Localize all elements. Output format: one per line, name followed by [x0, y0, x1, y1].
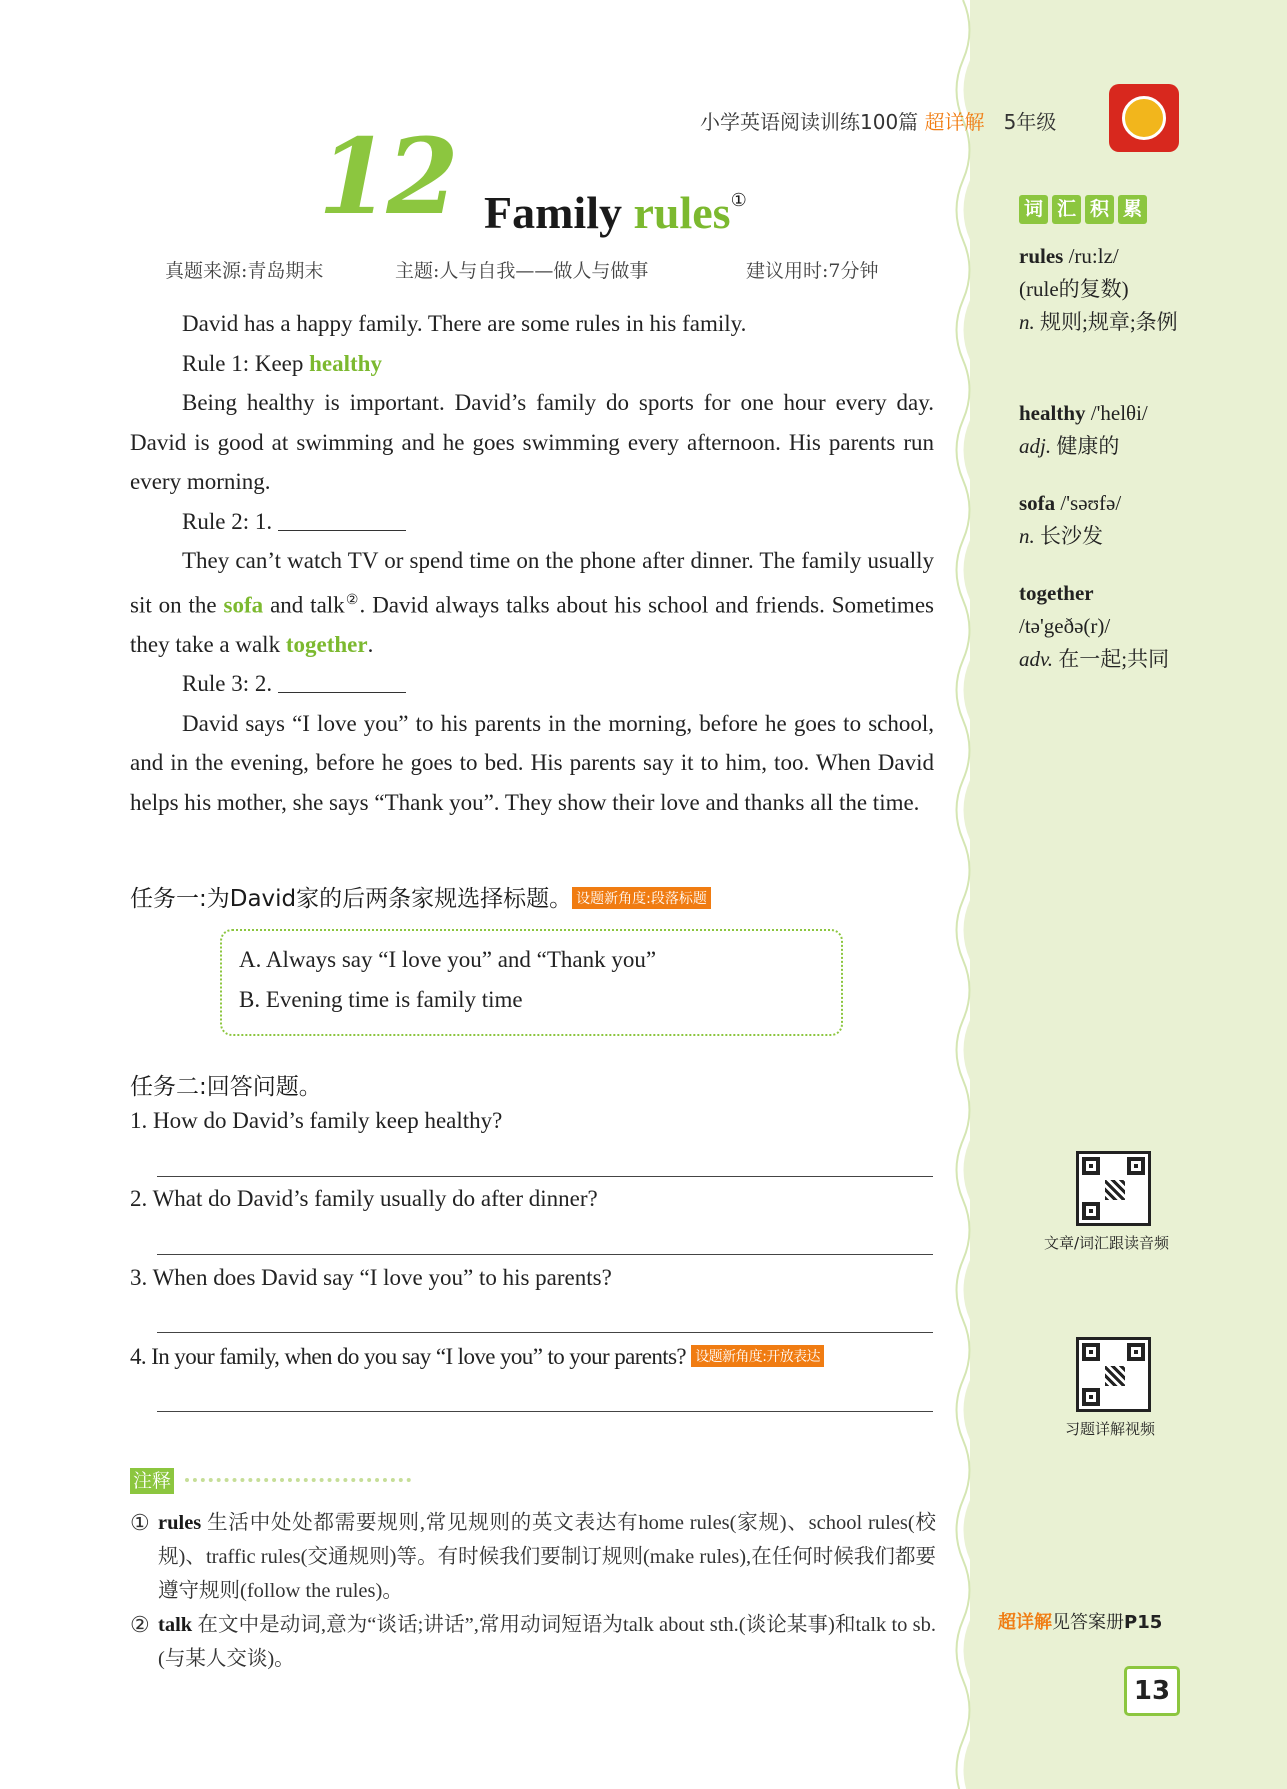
task-1-text: 任务一:为David家的后两条家规选择标题。: [130, 886, 573, 912]
lesson-number: 12: [318, 115, 455, 238]
qr-audio-caption: 文章/词汇跟读音频: [1044, 1234, 1170, 1252]
p5-c: . David always talks about his school and friends. Sometimes they take a walk: [130, 592, 934, 657]
vocab-word: rules: [1019, 244, 1064, 268]
vocab-item-together: [1019, 577, 1189, 676]
vocab-item-sofa: [1019, 487, 1189, 553]
keyword-together: together: [285, 631, 368, 657]
vocab-meaning: 在一起;共同: [1053, 647, 1170, 671]
blank-1[interactable]: [278, 511, 406, 531]
vocab-item-healthy: [1019, 397, 1189, 463]
answer-ref-page: P15: [1124, 1612, 1163, 1633]
paragraph-1: David has a happy family. There are some rules in his family.: [182, 311, 747, 336]
vocab-word: together: [1019, 581, 1094, 605]
vocab-title-char: 积: [1085, 195, 1114, 224]
question-2: 2. What do David’s family usually do after dinner?: [130, 1186, 598, 1211]
p5-d: .: [367, 631, 374, 657]
note-2-mark: ②: [344, 592, 360, 608]
vocab-word: sofa: [1019, 491, 1056, 515]
task-1-title: [130, 880, 711, 913]
note-2-text: 在文中是动词,意为“谈话;讲话”,常用动词短语为talk about sth.(谈论某事)和talk to sb.(与某人交谈)。: [158, 1614, 936, 1670]
grade: 5年级: [1003, 110, 1057, 134]
publisher-logo: [1109, 84, 1179, 152]
time-label: 建议用时:7分钟: [746, 260, 879, 282]
options-box: [220, 929, 843, 1036]
vocab-pos: adv.: [1019, 647, 1054, 671]
question-1: 1. How do David’s family keep healthy?: [130, 1108, 503, 1133]
book-header: [700, 106, 1100, 135]
answer-ref-text: 见答案册: [1052, 1612, 1124, 1633]
keyword-healthy: healthy: [309, 350, 382, 376]
rule-2-heading: [130, 502, 934, 542]
question-4-tag: 设题新角度:开放表达: [691, 1345, 824, 1367]
vocab-pos: n.: [1019, 310, 1035, 334]
book-accent: 超详解: [924, 110, 985, 134]
vocab-title-char: 词: [1019, 195, 1048, 224]
p5-a: They can’t watch TV or spend time on the phone after dinner. The family usually sit on the: [130, 548, 934, 618]
vocab-meaning: 长沙发: [1034, 524, 1103, 548]
lesson-title: [484, 186, 747, 239]
task-1-tag: 设题新角度:段落标题: [572, 887, 711, 909]
paragraph-5: [130, 541, 934, 664]
question-3: 3. When does David say “I love you” to his parents?: [130, 1265, 612, 1290]
keyword-sofa: sofa: [223, 592, 264, 618]
answer-ref-accent: 超详解: [998, 1612, 1052, 1633]
rule-3-heading: [130, 664, 934, 704]
vocab-title: [1019, 195, 1147, 224]
vocab-item-rules: [1019, 240, 1189, 339]
p5-b: and talk: [263, 592, 345, 618]
task-2-title: 任务二:回答问题。: [130, 1074, 322, 1100]
rule-3-text: Rule 3: 2.: [182, 671, 273, 697]
vocab-meaning: 健康的: [1051, 434, 1120, 458]
vocab-pos: adj.: [1019, 434, 1052, 458]
note-1-word: rules: [158, 1512, 202, 1534]
vocab-title-char: 汇: [1052, 195, 1081, 224]
note-2-word: talk: [158, 1614, 193, 1636]
note-1-number: ①: [130, 1510, 150, 1535]
answer-line-1[interactable]: [157, 1176, 933, 1177]
title-part1: Family: [484, 187, 634, 238]
paragraph-7: David says “I love you” to his parents in the morning, before he goes to school, and in the evening, before he goes to bed. His parents say it to him, too. When David helps his mother, she says “Thank you”. They show their love and thanks all the time.: [130, 710, 934, 815]
vocab-title-char: 累: [1118, 195, 1147, 224]
note-2: [130, 1608, 936, 1676]
answer-line-2[interactable]: [157, 1254, 933, 1255]
option-a: A. Always say “I love you” and “Thank you”: [239, 947, 657, 972]
answer-line-4[interactable]: [157, 1411, 933, 1412]
note-1: [130, 1506, 936, 1608]
title-note-mark: ①: [730, 190, 747, 210]
source-label: 真题来源:青岛期末: [165, 260, 324, 282]
notes-label: 注释: [130, 1468, 174, 1494]
rule-2-text: Rule 2: 1.: [182, 508, 273, 534]
option-b: B. Evening time is family time: [239, 987, 523, 1012]
vocab-phonetic: /'helθi/: [1085, 401, 1148, 425]
vocab-word: healthy: [1019, 401, 1086, 425]
rule-1-heading: [130, 344, 934, 384]
wave-border: [955, 0, 985, 1789]
vocab-phonetic: /'səʊfə/: [1055, 491, 1122, 515]
page-number: 13: [1124, 1666, 1180, 1716]
note-1-text: 生活中处处都需要规则,常见规则的英文表达有home rules(家规)、school rules(校规)、traffic rules(交通规则)等。有时候我们要制订规则(make rules),在任何时候我们都要遵守规则(follow the rules)。: [158, 1512, 936, 1602]
answer-reference: [998, 1608, 1162, 1634]
vocab-meaning: 规则;规章;条例: [1034, 310, 1178, 334]
paragraph-3: Being healthy is important. David’s family do sports for one hour every day. David is good at swimming and he goes swimming every afternoon. His parents run every morning.: [130, 390, 934, 494]
vocab-phonetic: /tə'geðə(r)/: [1019, 614, 1111, 638]
notes-divider: [185, 1478, 411, 1486]
vocab-phonetic: /ru:lz/: [1063, 244, 1119, 268]
question-4: [130, 1344, 824, 1370]
qr-video-caption: 习题详解视频: [1065, 1420, 1156, 1438]
qr-code-video[interactable]: [1076, 1337, 1151, 1412]
reading-passage: [130, 304, 934, 822]
theme-label: 主题:人与自我——做人与做事: [395, 260, 649, 282]
vocab-extra: (rule的复数): [1019, 277, 1129, 301]
vocab-pos: n.: [1019, 524, 1035, 548]
qr-code-audio[interactable]: [1076, 1151, 1151, 1226]
answer-line-3[interactable]: [157, 1332, 933, 1333]
question-4-text: 4. In your family, when do you say “I love you” to your parents?: [130, 1344, 687, 1369]
note-2-number: ②: [130, 1612, 150, 1637]
book-title: 小学英语阅读训练100篇: [700, 110, 919, 134]
rule-1-text: Rule 1: Keep: [182, 350, 310, 376]
blank-2[interactable]: [278, 673, 406, 693]
title-part2: rules: [633, 187, 731, 238]
